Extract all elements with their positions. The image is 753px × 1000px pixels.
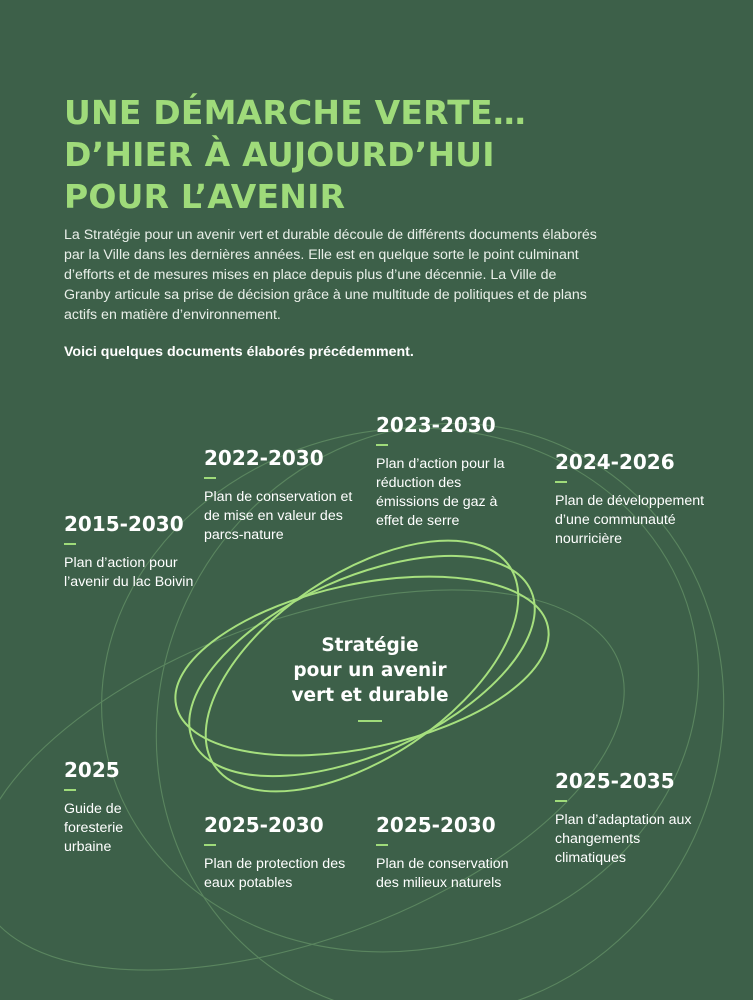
timeline-text: Plan de développement d’une communauté nourricière [555, 493, 705, 547]
timeline-year: 2023-2030 [376, 413, 496, 437]
center-line-1: Stratégie [321, 635, 419, 656]
timeline-item-ges [376, 413, 526, 531]
timeline-year: 2024-2026 [555, 450, 675, 474]
center-strategy-text [262, 633, 478, 708]
timeline-text: Guide de foresterie urbaine [64, 801, 124, 855]
timeline-item-lac-boivin [64, 512, 204, 592]
timeline-text: Plan d’action pour l’avenir du lac Boivin [64, 555, 194, 590]
timeline-year: 2025-2030 [376, 813, 496, 837]
timeline-text: Plan de conservation et de mise en valeur des parcs-nature [204, 489, 353, 543]
timeline-item-foresterie [64, 758, 174, 857]
timeline-year: 2022-2030 [204, 446, 324, 470]
intro-paragraph: La Stratégie pour un avenir vert et durable découle de différents documents élaborés par la Ville dans les dernières années. Elle est en quelque sorte le point culminant d’efforts et de mesures mises en place depuis plus d’une décennie. La Ville de Granby articule sa prise de décision grâce à une multitude de politiques et de plans actifs en matière d’environnement. [64, 227, 597, 323]
timeline-item-changements-climatiques [555, 769, 705, 868]
timeline-dash [555, 481, 567, 483]
timeline-item-eaux-potables [204, 813, 354, 893]
timeline-text: Plan d’action pour la réduction des émissions de gaz à effet de serre [376, 456, 505, 529]
timeline-dash [204, 844, 216, 846]
timeline-year: 2025-2035 [555, 769, 675, 793]
timeline-dash [376, 444, 388, 446]
timeline-item-milieux-naturels [376, 813, 526, 893]
timeline-dash [204, 477, 216, 479]
center-line-3: vert et durable [291, 685, 449, 706]
timeline-dash [376, 844, 388, 846]
timeline-year: 2025-2030 [204, 813, 324, 837]
timeline-item-parcs-nature [204, 446, 364, 545]
timeline-year: 2015-2030 [64, 512, 184, 536]
title-line-1: UNE DÉMARCHE VERTE… [64, 93, 526, 132]
timeline-dash [64, 543, 76, 545]
timeline-year: 2025 [64, 758, 120, 782]
timeline-text: Plan de protection des eaux potables [204, 856, 346, 891]
timeline-text: Plan d’adaptation aux changements climatiques [555, 812, 692, 866]
center-dash [358, 720, 382, 722]
timeline-dash [555, 800, 567, 802]
center-strategy-label [262, 633, 478, 722]
timeline-text: Plan de conservation des milieux naturels [376, 856, 509, 891]
timeline-dash [64, 789, 76, 791]
lead-paragraph: Voici quelques documents élaborés précédemment. [64, 344, 414, 360]
center-line-2: pour un avenir [293, 660, 447, 681]
timeline-item-communaute-nourriciere [555, 450, 705, 549]
title-line-2: D’HIER À AUJOURD’HUI [64, 135, 495, 174]
title-line-3: POUR L’AVENIR [64, 177, 346, 216]
page-title [64, 92, 704, 218]
